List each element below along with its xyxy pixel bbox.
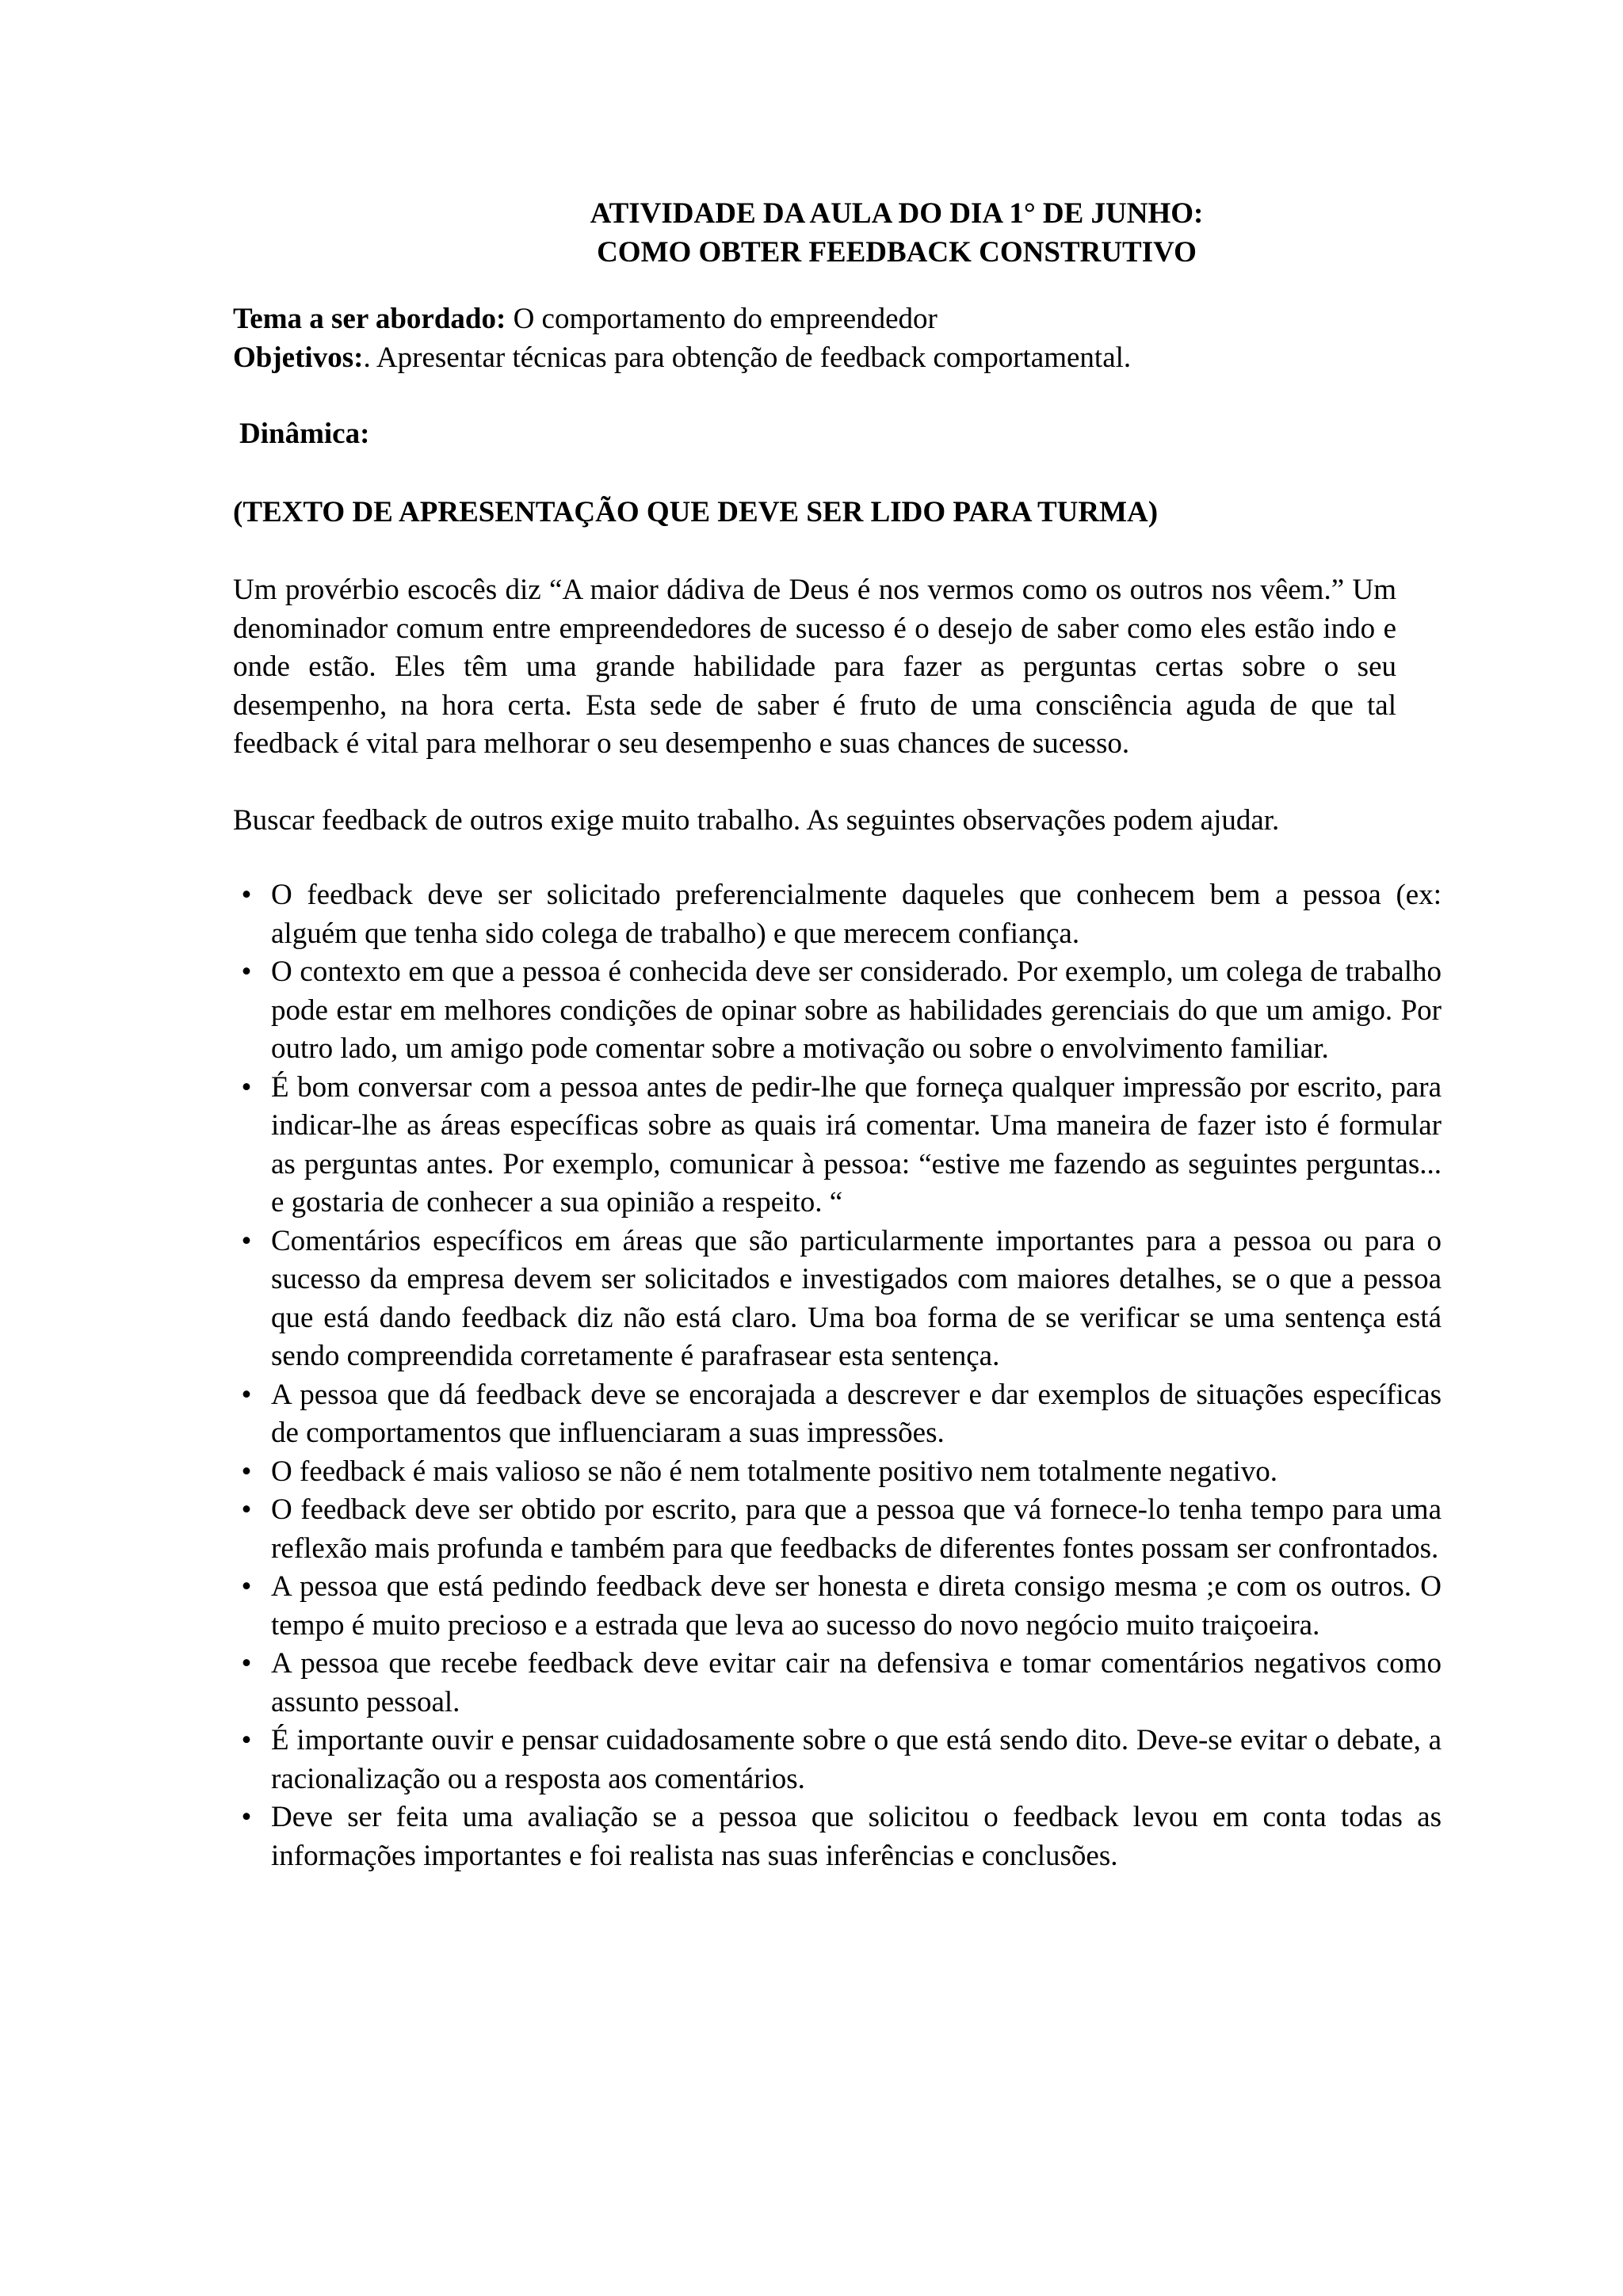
bullet-icon: • bbox=[241, 1647, 252, 1680]
list-item bbox=[233, 1645, 1442, 1722]
list-item bbox=[233, 1069, 1442, 1222]
activity-meta bbox=[233, 300, 1442, 377]
list-item-text: Comentários específicos em áreas que são particularmente importantes para a pessoa ou para o sucesso da empresa devem ser solicitados e investigados com maiores detalhes, se o que a pessoa que está dando feedback diz não está claro. Uma boa forma de se verificar se uma sentença está sendo compreendida corretamente é parafrasear esta sentença. bbox=[271, 1224, 1442, 1372]
list-item bbox=[233, 876, 1442, 953]
list-item bbox=[233, 1798, 1442, 1875]
bullet-icon: • bbox=[241, 1570, 252, 1603]
bullet-icon: • bbox=[241, 1070, 252, 1104]
bullet-icon: • bbox=[241, 1724, 252, 1756]
list-item-text: A pessoa que recebe feedback deve evitar cair na defensiva e tomar comentários negativos como assunto pessoal. bbox=[271, 1647, 1442, 1718]
list-item-text: Deve ser feita uma avaliação se a pessoa que solicitou o feedback levou em conta todas as informações importantes e foi realista nas suas inferências e conclusões. bbox=[271, 1801, 1442, 1872]
bullet-icon: • bbox=[241, 1224, 252, 1257]
objetivos-value: . Apresentar técnicas para obtenção de feedback comportamental. bbox=[363, 341, 1132, 374]
bullet-icon: • bbox=[241, 1378, 252, 1411]
bullet-icon: • bbox=[241, 955, 252, 988]
objetivos-label: Objetivos: bbox=[233, 341, 364, 374]
list-item-text: É bom conversar com a pessoa antes de pedir-lhe que forneça qualquer impressão por escrito, para indicar-lhe as áreas específicas sobre as quais irá comentar. Uma maneira de fazer isto é formular as perguntas antes. Por exemplo, comunicar à pessoa: “estive me fazendo as seguintes perguntas... e gostaria de conhecer a sua opinião a respeito. “ bbox=[271, 1070, 1442, 1219]
list-item bbox=[233, 1453, 1442, 1492]
title-line-1: ATIVIDADE DA AULA DO DIA 1° DE JUNHO: bbox=[590, 197, 1204, 230]
title-line-2: COMO OBTER FEEDBACK CONSTRUTIVO bbox=[597, 235, 1197, 269]
bullet-icon: • bbox=[241, 879, 252, 911]
list-item bbox=[233, 1376, 1442, 1453]
lead-paragraph: Buscar feedback de outros exige muito trabalho. As seguintes observações podem ajudar. bbox=[233, 803, 1280, 837]
tema-label: Tema a ser abordado: bbox=[233, 303, 506, 335]
list-item bbox=[233, 1568, 1442, 1645]
objetivos-line bbox=[233, 339, 1442, 378]
document-body bbox=[233, 195, 1442, 1875]
list-item bbox=[233, 1491, 1442, 1568]
list-item bbox=[233, 953, 1442, 1069]
list-item-text: O contexto em que a pessoa é conhecida deve ser considerado. Por exemplo, um colega de trabalho pode estar em melhores condições de opinar sobre as habilidades gerenciais do que um amigo. Por outro lado, um amigo pode comentar sobre a motivação ou sobre o envolvimento familiar. bbox=[271, 955, 1442, 1065]
list-item bbox=[233, 1222, 1442, 1376]
bullet-icon: • bbox=[241, 1493, 252, 1526]
list-item-text: É importante ouvir e pensar cuidadosamente sobre o que está sendo dito. Deve-se evitar o debate, a racionalização ou a resposta aos comentários. bbox=[271, 1724, 1442, 1795]
list-item-text: A pessoa que está pedindo feedback deve ser honesta e direta consigo mesma ;e com os outros. O tempo é muito precioso e a estrada que leva ao sucesso do novo negócio muito traiçoeira. bbox=[271, 1570, 1442, 1642]
list-item-text: A pessoa que dá feedback deve se encorajada a descrever e dar exemplos de situações específicas de comportamentos que influenciaram a suas impressões. bbox=[271, 1378, 1442, 1449]
dinamica-heading: Dinâmica: bbox=[239, 418, 370, 450]
document-title bbox=[233, 195, 1442, 272]
observations-list bbox=[233, 876, 1442, 1875]
list-item-text: O feedback deve ser obtido por escrito, para que a pessoa que vá fornece-lo tenha tempo para uma reflexão mais profunda e também para que feedbacks de diferentes fontes possam ser confrontados. bbox=[271, 1493, 1442, 1565]
list-item bbox=[233, 1722, 1442, 1798]
tema-line bbox=[233, 300, 1442, 339]
intro-paragraph: Um provérbio escocês diz “A maior dádiva de Deus é nos vermos como os outros nos vêem.” Um denominador comum entre empreendedores de sucesso é o desejo de saber como eles estão indo e onde estão. Eles têm uma grande habilidade para fazer as perguntas certas sobre o seu desempenho, na hora certa. Esta sede de saber é fruto de uma consciência aguda de que tal feedback é vital para melhorar o seu desempenho e suas chances de sucesso. bbox=[233, 574, 1396, 760]
list-item-text: O feedback é mais valioso se não é nem totalmente positivo nem totalmente negativo. bbox=[271, 1455, 1277, 1488]
section-heading: (TEXTO DE APRESENTAÇÃO QUE DEVE SER LIDO PARA TURMA) bbox=[233, 495, 1159, 528]
bullet-icon: • bbox=[241, 1455, 252, 1488]
tema-value: O comportamento do empreendedor bbox=[506, 303, 938, 335]
list-item-text: O feedback deve ser solicitado preferencialmente daqueles que conhecem bem a pessoa (ex: alguém que tenha sido colega de trabalho) e que merecem confiança. bbox=[271, 879, 1442, 950]
bullet-icon: • bbox=[241, 1801, 252, 1833]
